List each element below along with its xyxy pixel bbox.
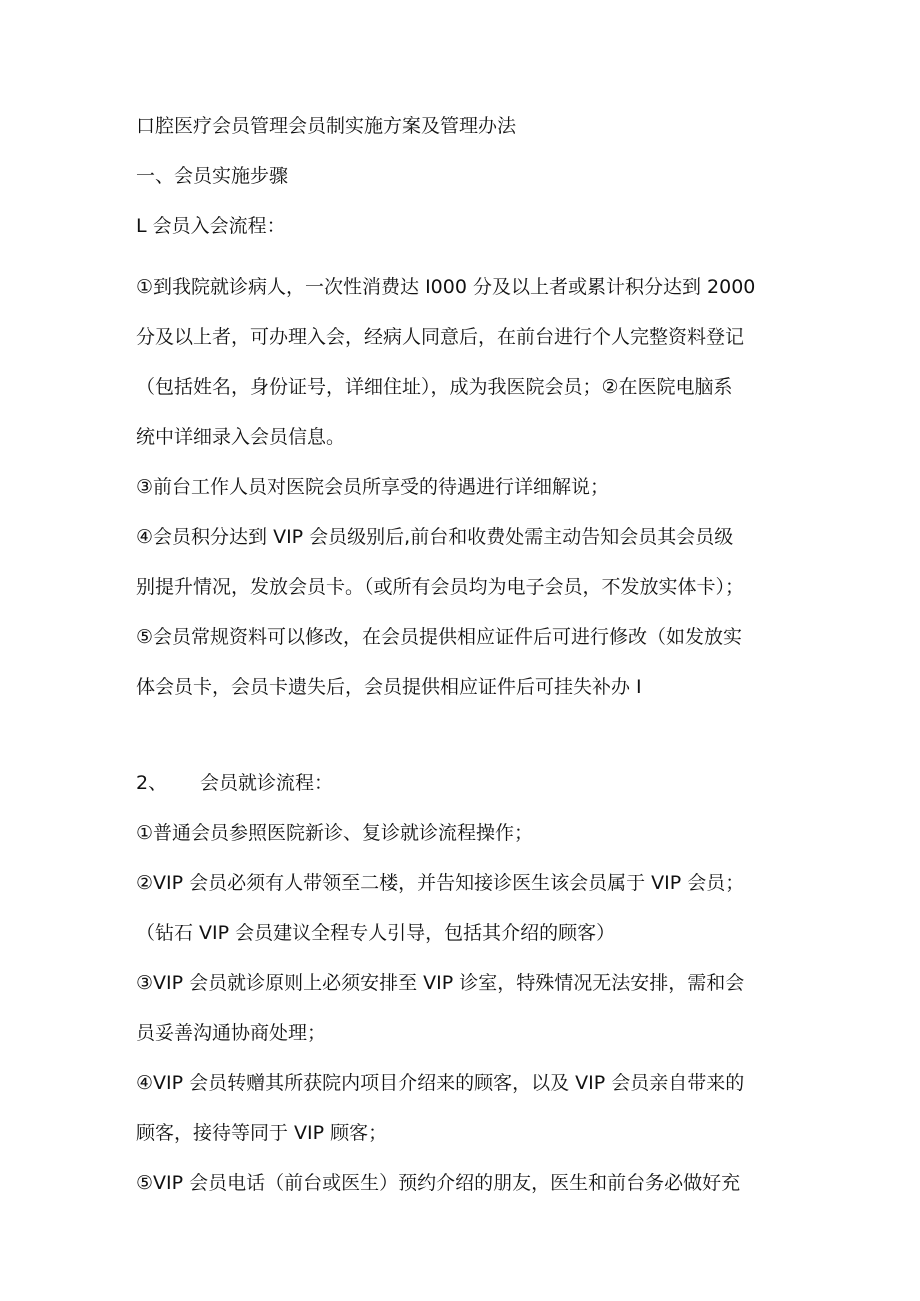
text-line: ④会员积分达到 VIP 会员级别后,前台和收费处需主动告知会员其会员级 — [136, 526, 734, 548]
subsection-2-number: 2、 — [136, 772, 168, 794]
subsection-2-heading — [136, 758, 860, 808]
text-line: 体会员卡，会员卡遗失后，会员提供相应证件后可挂失补办 I — [136, 676, 642, 698]
paragraph-gap — [136, 712, 860, 758]
text-line: （包括姓名，身份证号，详细住址），成为我医院会员；②在医院电脑系 — [136, 376, 733, 398]
text-line: 员妥善沟通协商处理； — [136, 1022, 327, 1044]
subsection-1-heading: L 会员入会流程： — [136, 215, 286, 237]
text-line: ②VIP 会员必须有人带领至二楼，并告知接诊医生该会员属于 VIP 会员； — [136, 872, 745, 894]
text-line: ③VIP 会员就诊原则上必须安排至 VIP 诊室，特殊情况无法安排，需和会 — [136, 972, 745, 994]
text-line: ①到我院就诊病人，一次性消费达 I000 分及以上者或累计积分达到 2000 — [136, 276, 756, 298]
text-line: 分及以上者，可办理入会，经病人同意后，在前台进行个人完整资料登记 — [136, 326, 745, 348]
text-line: 统中详细录入会员信息。 — [136, 426, 346, 448]
text-line: ④VIP 会员转赠其所获院内项目介绍来的顾客，以及 VIP 会员亲自带来的 — [136, 1072, 745, 1094]
text-line: ③前台工作人员对医院会员所享受的待遇进行详细解说； — [136, 476, 610, 498]
section-2-body — [136, 808, 860, 1208]
text-line: ⑤VIP 会员电话（前台或医生）预约介绍的朋友，医生和前台务必做好充 — [136, 1172, 741, 1194]
subsection-2-label: 会员就诊流程： — [200, 772, 334, 794]
document-title: 口腔医疗会员管理会员制实施方案及管理办法 — [136, 115, 517, 137]
section-1-body — [136, 262, 860, 712]
text-line: 顾客，接待等同于 VIP 顾客； — [136, 1122, 388, 1144]
section-1-heading: 一、会员实施步骤 — [136, 165, 289, 187]
text-line: ⑤会员常规资料可以修改，在会员提供相应证件后可进行修改（如发放实 — [136, 626, 743, 648]
text-line: （钻石 VIP 会员建议全程专人引导，包括其介绍的顾客） — [136, 922, 616, 944]
text-line: 别提升情况，发放会员卡。（或所有会员均为电子会员，不发放实体卡）； — [136, 576, 745, 598]
text-line: ①普通会员参照医院新诊、复诊就诊流程操作； — [136, 822, 534, 844]
